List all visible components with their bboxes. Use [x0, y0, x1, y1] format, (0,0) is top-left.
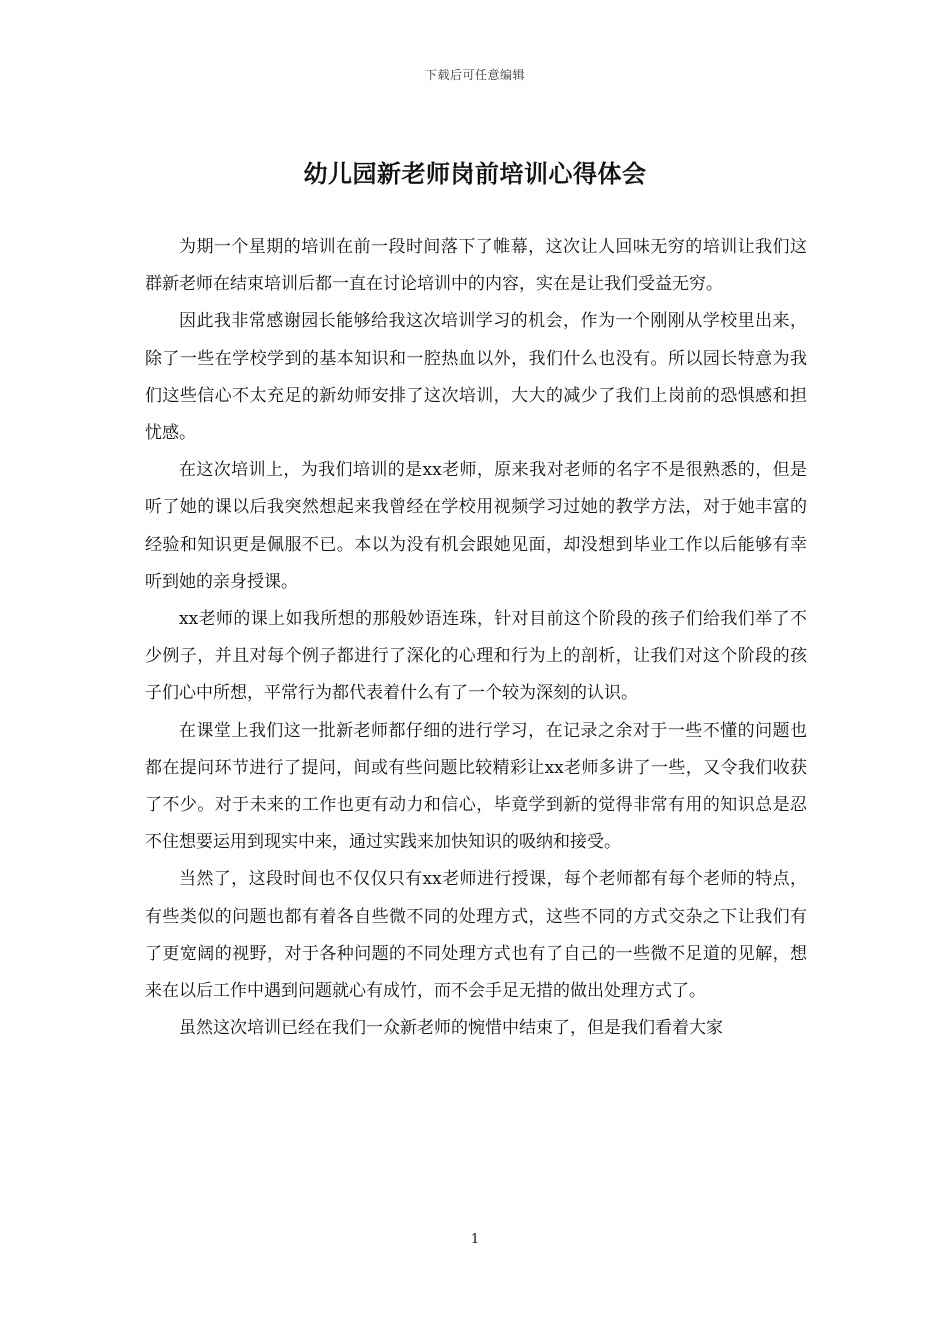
paragraph: xx老师的课上如我所想的那般妙语连珠，针对目前这个阶段的孩子们给我们举了不少例子，并且对每个例子都进行了深化的心理和行为上的剖析，让我们对这个阶段的孩子们心中所想，平常行为都代表着什么有了一个较为深刻的认识。	[145, 609, 807, 704]
paragraph: 虽然这次培训已经在我们一众新老师的惋惜中结束了，但是我们看着大家	[179, 1018, 723, 1039]
paragraph: 当然了，这段时间也不仅仅只有xx老师进行授课，每个老师都有每个老师的特点，有些类似的问题也都有着各自些微不同的处理方式，这些不同的方式交杂之下让我们有了更宽阔的视野，对于各种问题的不同处理方式也有了自己的一些微不足道的见解，想来在以后工作中遇到问题就心有成竹，而不会手足无措的做出处理方式了。	[145, 869, 807, 1002]
paragraph: 为期一个星期的培训在前一段时间落下了帷幕，这次让人回味无穷的培训让我们这群新老师在结束培训后都一直在讨论培训中的内容，实在是让我们受益无穷。	[145, 237, 807, 295]
paragraph: 在这次培训上，为我们培训的是xx老师，原来我对老师的名字不是很熟悉的，但是听了她的课以后我突然想起来我曾经在学校用视频学习过她的教学方法，对于她丰富的经验和知识更是佩服不已。本以为没有机会跟她见面，却没想到毕业工作以后能够有幸听到她的亲身授课。	[145, 460, 807, 592]
page-number: 1	[470, 1232, 480, 1247]
paragraph: 因此我非常感谢园长能够给我这次培训学习的机会，作为一个刚刚从学校里出来，除了一些在学校学到的基本知识和一腔热血以外，我们什么也没有。所以园长特意为我们这些信心不太充足的新幼师安排了这次培训，大大的减少了我们上岗前的恐惧感和担忧感。	[145, 311, 807, 444]
paragraph: 在课堂上我们这一批新老师都仔细的进行学习，在记录之余对于一些不懂的问题也都在提问环节进行了提问，间或有些问题比较精彩让xx老师多讲了一些，又令我们收获了不少。对于未来的工作也更有动力和信心，毕竟学到新的觉得非常有用的知识总是忍不住想要运用到现实中来，通过实践来加快知识的吸纳和接受。	[145, 720, 807, 853]
document-body	[145, 229, 807, 1047]
header-note: 下载后可任意编辑	[424, 68, 525, 82]
document-title: 幼儿园新老师岗前培训心得体会	[303, 159, 647, 188]
